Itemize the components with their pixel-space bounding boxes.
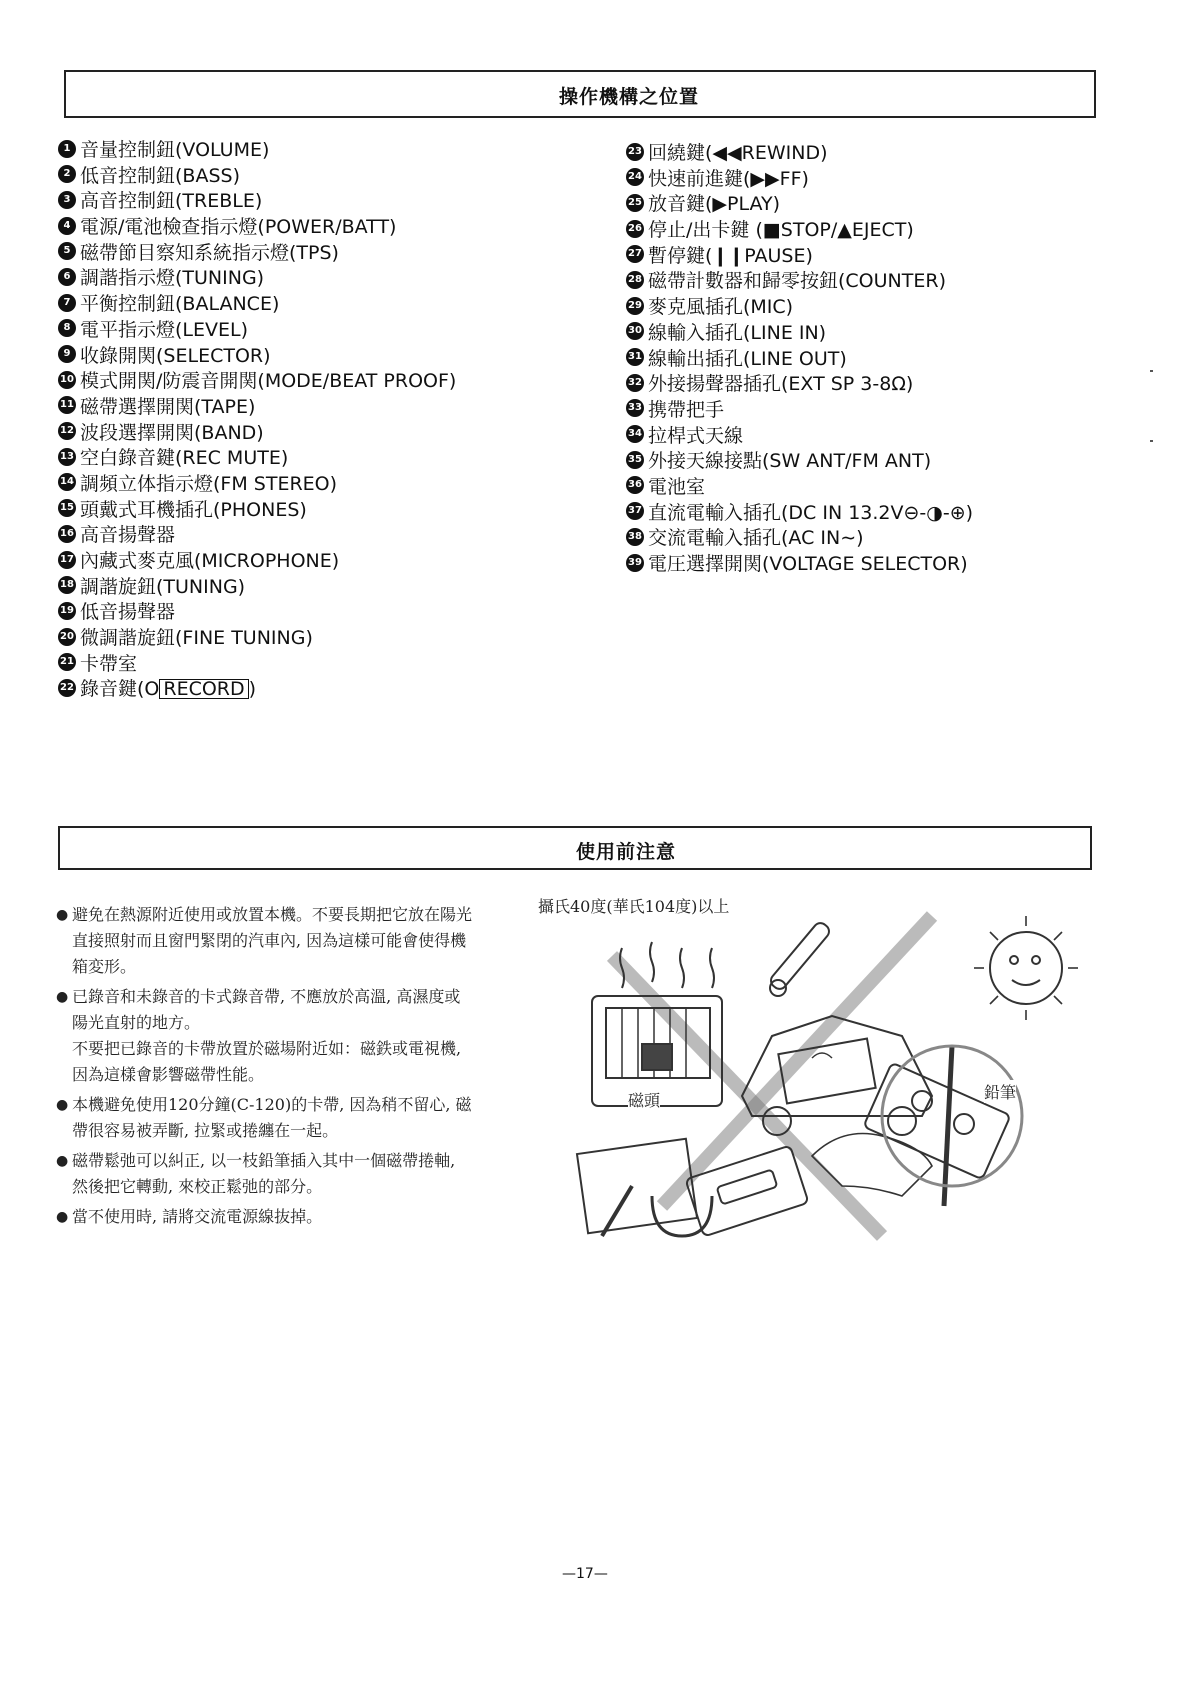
control-item: [58, 498, 456, 524]
control-item: [626, 552, 973, 578]
control-item: [58, 523, 456, 549]
control-item: [626, 321, 973, 347]
control-item: [626, 424, 973, 450]
item-label: 卡帶室: [80, 652, 138, 675]
control-item: [58, 395, 456, 421]
control-item: [58, 549, 456, 575]
page-number: —17—: [562, 1566, 608, 1582]
item-number-badge: 22: [58, 679, 76, 697]
control-item: [626, 218, 973, 244]
item-number-badge: 2: [58, 165, 76, 183]
item-label: 外接天線接點(SW ANT/FM ANT): [648, 450, 932, 473]
item-number-badge: 12: [58, 422, 76, 440]
item-label: 麥克風插孔(MIC): [648, 296, 794, 319]
control-item: [58, 421, 456, 447]
item-label: 調頻立体指示燈(FM STEREO): [80, 472, 338, 495]
item-number-badge: 33: [626, 399, 644, 417]
item-label: 平衡控制鈕(BALANCE): [80, 293, 280, 316]
note-line: 因為這樣會影響磁帶性能。: [72, 1065, 265, 1084]
item-label: 頭戴式耳機插孔(PHONES): [80, 498, 307, 521]
precaution-note: [56, 1204, 546, 1230]
note-line: 然後把它轉動, 來校正鬆弛的部分。: [72, 1177, 323, 1196]
item-label: 回繞鍵(◀◀REWIND): [648, 142, 828, 164]
item-number-badge: 39: [626, 554, 644, 572]
section-header-controls: [64, 70, 1096, 118]
item-number-badge: 37: [626, 502, 644, 520]
control-item: [626, 192, 973, 218]
item-label: 錄音鍵(O: [80, 678, 160, 701]
control-item: [626, 347, 973, 373]
item-number-badge: 11: [58, 396, 76, 414]
note-line: 帶很容易被弄斷, 拉緊或捲纏在一起。: [72, 1121, 339, 1140]
control-item: [58, 318, 456, 344]
item-number-badge: 7: [58, 294, 76, 312]
item-number-badge: 8: [58, 319, 76, 337]
item-number-badge: 38: [626, 528, 644, 546]
item-number-badge: 1: [58, 140, 76, 158]
control-item: [58, 600, 456, 626]
note-line: 磁帶鬆弛可以糾正, 以一枝鉛筆插入其中一個磁帶捲軸,: [72, 1151, 456, 1170]
control-item: [626, 244, 973, 270]
record-boxed-label: RECORD: [159, 679, 248, 699]
control-item: [58, 164, 456, 190]
item-label-suffix: ): [248, 678, 257, 701]
item-number-badge: 20: [58, 628, 76, 646]
item-number-badge: 15: [58, 499, 76, 517]
temperature-label: 攝氏40度(華氏104度)以上: [538, 894, 729, 917]
item-number-badge: 32: [626, 374, 644, 392]
precaution-note: [56, 1148, 546, 1200]
item-label: 電源/電池檢查指示燈(POWER/BATT): [80, 216, 397, 239]
control-item: [626, 475, 973, 501]
item-number-badge: 30: [626, 322, 644, 340]
item-label: 微調諧旋鈕(FINE TUNING): [80, 627, 313, 650]
note-line: 直接照射而且窗門緊閉的汽車內, 因為這樣可能會使得機: [72, 931, 467, 950]
item-number-badge: 19: [58, 602, 76, 620]
item-label: 低音揚聲器: [80, 601, 176, 624]
item-label: 電圧選擇開関(VOLTAGE SELECTOR): [648, 553, 968, 575]
item-label: 波段選擇開関(BAND): [80, 421, 264, 444]
control-item: [58, 344, 456, 370]
control-item: [58, 369, 456, 395]
section-header-precautions: [58, 826, 1092, 870]
control-item: [58, 652, 456, 678]
bullet-icon: ●: [56, 1153, 69, 1169]
control-item: [626, 295, 973, 321]
control-item: [626, 167, 973, 193]
item-label: 線輸出插孔(LINE OUT): [648, 347, 847, 370]
control-item: [58, 189, 456, 215]
control-item: [626, 141, 973, 167]
bullet-icon: ●: [56, 1097, 69, 1113]
control-item: [58, 446, 456, 472]
item-number-badge: 36: [626, 476, 644, 494]
item-number-badge: 27: [626, 245, 644, 263]
note-line: 當不使用時, 請將交流電源線抜掉。: [72, 1207, 323, 1226]
precaution-note: [56, 984, 546, 1088]
item-number-badge: 26: [626, 220, 644, 238]
item-label: 電池室: [648, 475, 706, 498]
item-label: 電平指示燈(LEVEL): [80, 318, 249, 341]
item-number-badge: 29: [626, 297, 644, 315]
control-item: [58, 677, 456, 703]
section-title-precautions: 使用前注意: [576, 841, 677, 863]
item-label: 停止/出卡鍵 (■STOP/▲EJECT): [648, 219, 914, 242]
item-label: 內藏式麥克風(MICROPHONE): [80, 550, 340, 572]
precaution-note: [56, 1092, 546, 1144]
section-title-controls: 操作機構之位置: [559, 86, 700, 108]
precautions-illustration: [538, 896, 1092, 1268]
precaution-note: [56, 902, 546, 980]
pencil-label: 鉛筆: [984, 1080, 1016, 1103]
item-number-badge: 25: [626, 194, 644, 212]
item-number-badge: 6: [58, 268, 76, 286]
item-number-badge: 16: [58, 525, 76, 543]
control-item: [626, 501, 973, 527]
note-line: 不要把已錄音的卡帶放置於磁場附近如：磁鉄或電視機,: [72, 1039, 462, 1058]
control-item: [58, 292, 456, 318]
item-label: 携帶把手: [648, 398, 725, 421]
item-label: 磁帶選擇開関(TAPE): [80, 395, 256, 418]
precautions-notes: [56, 902, 546, 1234]
item-number-badge: 31: [626, 348, 644, 366]
item-label: 收錄開関(SELECTOR): [80, 344, 271, 367]
note-line: 陽光直射的地方。: [72, 1013, 201, 1032]
control-item: [58, 266, 456, 292]
item-label: 音量控制鈕(VOLUME): [80, 139, 270, 161]
controls-list-right: [626, 141, 973, 578]
control-item: [626, 269, 973, 295]
control-item: [58, 215, 456, 241]
note-line: 本機避免使用120分鐘(C-120)的卡帶, 因為稍不留心, 磁: [72, 1095, 472, 1114]
item-label: 快速前進鍵(▶▶FF): [648, 167, 809, 190]
edge-mark: [1150, 440, 1153, 442]
item-label: 線輸入插孔(LINE IN): [648, 321, 827, 344]
item-number-badge: 35: [626, 451, 644, 469]
item-label: 直流電輸入插孔(DC IN 13.2V⊖-◑-⊕): [648, 501, 974, 524]
item-number-badge: 4: [58, 217, 76, 235]
item-number-badge: 21: [58, 653, 76, 671]
item-label: 模式開関/防震音開関(MODE/BEAT PROOF): [80, 370, 457, 393]
control-item: [626, 526, 973, 552]
item-number-badge: 23: [626, 143, 644, 161]
control-item: [58, 626, 456, 652]
item-label: 暫停鍵(❙❙PAUSE): [648, 244, 813, 267]
control-item: [626, 449, 973, 475]
item-label: 空白錄音鍵(REC MUTE): [80, 447, 289, 470]
item-number-badge: 3: [58, 191, 76, 209]
item-label: 拉桿式天線: [648, 424, 744, 447]
item-number-badge: 13: [58, 448, 76, 466]
item-label: 磁帶節目察知系統指示燈(TPS): [80, 241, 339, 264]
edge-mark: [1150, 370, 1153, 372]
item-label: 調諧指示燈(TUNING): [80, 267, 265, 290]
item-number-badge: 28: [626, 271, 644, 289]
controls-list-left: [58, 138, 456, 703]
bullet-icon: ●: [56, 989, 69, 1005]
control-item: [58, 472, 456, 498]
item-label: 高音揚聲器: [80, 524, 176, 547]
item-number-badge: 5: [58, 242, 76, 260]
item-number-badge: 10: [58, 371, 76, 389]
note-line: 已錄音和未錄音的卡式錄音帶, 不應放於高溫, 高濕度或: [72, 987, 461, 1006]
item-label: 高音控制鈕(TREBLE): [80, 190, 263, 213]
note-line: 避免在熱源附近使用或放置本機。不要長期把它放在陽光: [72, 905, 473, 924]
item-label: 低音控制鈕(BASS): [80, 164, 240, 187]
item-number-badge: 17: [58, 551, 76, 569]
item-label: 交流電輸入插孔(AC IN∼): [648, 527, 864, 550]
item-label: 外接揚聲器插孔(EXT SP 3-8Ω): [648, 373, 914, 396]
bullet-icon: ●: [56, 907, 69, 923]
head-label: 磁頭: [628, 1088, 660, 1111]
item-label: 磁帶計數器和歸零按鈕(COUNTER): [648, 270, 946, 293]
control-item: [58, 241, 456, 267]
item-number-badge: 34: [626, 425, 644, 443]
item-number-badge: 18: [58, 576, 76, 594]
item-number-badge: 14: [58, 473, 76, 491]
control-item: [626, 398, 973, 424]
item-label: 放音鍵(▶PLAY): [648, 193, 781, 216]
control-item: [626, 372, 973, 398]
bullet-icon: ●: [56, 1209, 69, 1225]
item-label: 調諧旋鈕(TUNING): [80, 575, 246, 598]
control-item: [58, 138, 456, 164]
item-number-badge: 9: [58, 345, 76, 363]
item-number-badge: 24: [626, 168, 644, 186]
note-line: 箱変形。: [72, 957, 137, 976]
control-item: [58, 575, 456, 601]
